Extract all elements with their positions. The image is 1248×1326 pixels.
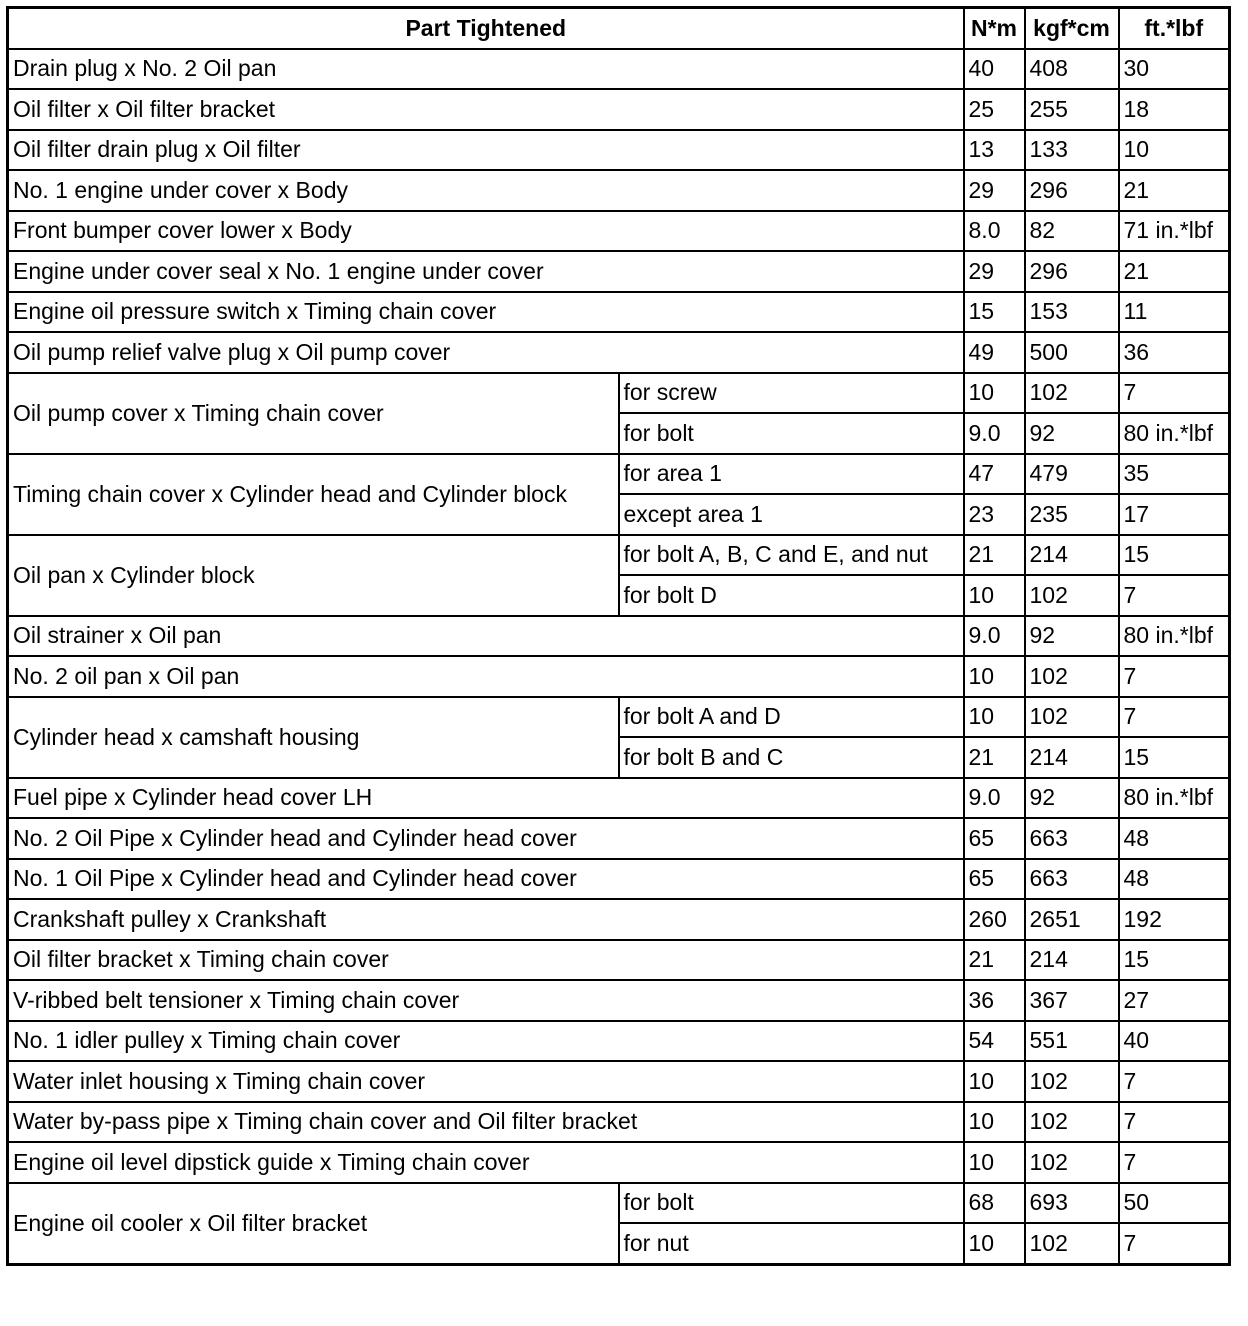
ft-lbf-cell: 7 bbox=[1119, 575, 1230, 616]
table-row bbox=[8, 818, 1230, 859]
ft-lbf-cell: 40 bbox=[1119, 1021, 1230, 1062]
ft-lbf-cell: 36 bbox=[1119, 332, 1230, 373]
part-cell: Engine oil cooler x Oil filter bracket bbox=[8, 1183, 619, 1265]
nm-cell: 23 bbox=[964, 494, 1025, 535]
table-row bbox=[8, 535, 1230, 576]
kgf-cm-cell: 663 bbox=[1025, 818, 1119, 859]
ft-lbf-cell: 192 bbox=[1119, 899, 1230, 940]
kgf-cm-cell: 693 bbox=[1025, 1183, 1119, 1224]
header-ft-lbf: ft.*lbf bbox=[1119, 8, 1230, 49]
table-row bbox=[8, 373, 1230, 414]
table-row bbox=[8, 251, 1230, 292]
detail-cell: for bolt bbox=[619, 413, 964, 454]
part-cell: No. 2 Oil Pipe x Cylinder head and Cylinder head cover bbox=[8, 818, 964, 859]
nm-cell: 54 bbox=[964, 1021, 1025, 1062]
ft-lbf-cell: 15 bbox=[1119, 535, 1230, 576]
nm-cell: 36 bbox=[964, 980, 1025, 1021]
nm-cell: 29 bbox=[964, 170, 1025, 211]
kgf-cm-cell: 296 bbox=[1025, 251, 1119, 292]
table-row bbox=[8, 899, 1230, 940]
part-cell: No. 1 Oil Pipe x Cylinder head and Cylinder head cover bbox=[8, 859, 964, 900]
nm-cell: 65 bbox=[964, 859, 1025, 900]
kgf-cm-cell: 153 bbox=[1025, 292, 1119, 333]
ft-lbf-cell: 50 bbox=[1119, 1183, 1230, 1224]
detail-cell: for screw bbox=[619, 373, 964, 414]
part-cell: No. 1 idler pulley x Timing chain cover bbox=[8, 1021, 964, 1062]
header-part-tightened: Part Tightened bbox=[8, 8, 964, 49]
detail-cell: for bolt A, B, C and E, and nut bbox=[619, 535, 964, 576]
detail-cell: for bolt D bbox=[619, 575, 964, 616]
part-cell: Water by-pass pipe x Timing chain cover and Oil filter bracket bbox=[8, 1102, 964, 1143]
table-row bbox=[8, 1183, 1230, 1224]
table-row bbox=[8, 859, 1230, 900]
header-row bbox=[8, 8, 1230, 49]
kgf-cm-cell: 214 bbox=[1025, 535, 1119, 576]
nm-cell: 13 bbox=[964, 130, 1025, 171]
table-row bbox=[8, 211, 1230, 252]
part-cell: Engine oil level dipstick guide x Timing chain cover bbox=[8, 1142, 964, 1183]
ft-lbf-cell: 7 bbox=[1119, 1223, 1230, 1264]
detail-cell: for bolt A and D bbox=[619, 697, 964, 738]
kgf-cm-cell: 2651 bbox=[1025, 899, 1119, 940]
kgf-cm-cell: 92 bbox=[1025, 616, 1119, 657]
ft-lbf-cell: 30 bbox=[1119, 49, 1230, 90]
table-row bbox=[8, 697, 1230, 738]
nm-cell: 10 bbox=[964, 697, 1025, 738]
nm-cell: 25 bbox=[964, 89, 1025, 130]
detail-cell: for nut bbox=[619, 1223, 964, 1264]
nm-cell: 68 bbox=[964, 1183, 1025, 1224]
part-cell: Engine under cover seal x No. 1 engine under cover bbox=[8, 251, 964, 292]
ft-lbf-cell: 18 bbox=[1119, 89, 1230, 130]
ft-lbf-cell: 71 in.*lbf bbox=[1119, 211, 1230, 252]
detail-cell: for bolt B and C bbox=[619, 737, 964, 778]
part-cell: Water inlet housing x Timing chain cover bbox=[8, 1061, 964, 1102]
table-row bbox=[8, 778, 1230, 819]
table-row bbox=[8, 1102, 1230, 1143]
nm-cell: 29 bbox=[964, 251, 1025, 292]
table-row bbox=[8, 616, 1230, 657]
nm-cell: 260 bbox=[964, 899, 1025, 940]
nm-cell: 49 bbox=[964, 332, 1025, 373]
ft-lbf-cell: 80 in.*lbf bbox=[1119, 616, 1230, 657]
kgf-cm-cell: 214 bbox=[1025, 940, 1119, 981]
part-cell: No. 1 engine under cover x Body bbox=[8, 170, 964, 211]
nm-cell: 21 bbox=[964, 535, 1025, 576]
kgf-cm-cell: 102 bbox=[1025, 1223, 1119, 1264]
kgf-cm-cell: 102 bbox=[1025, 373, 1119, 414]
ft-lbf-cell: 10 bbox=[1119, 130, 1230, 171]
ft-lbf-cell: 7 bbox=[1119, 1061, 1230, 1102]
kgf-cm-cell: 408 bbox=[1025, 49, 1119, 90]
part-cell: Crankshaft pulley x Crankshaft bbox=[8, 899, 964, 940]
nm-cell: 10 bbox=[964, 1061, 1025, 1102]
ft-lbf-cell: 7 bbox=[1119, 1102, 1230, 1143]
part-cell: Oil filter x Oil filter bracket bbox=[8, 89, 964, 130]
kgf-cm-cell: 296 bbox=[1025, 170, 1119, 211]
nm-cell: 21 bbox=[964, 940, 1025, 981]
table-row bbox=[8, 170, 1230, 211]
nm-cell: 10 bbox=[964, 575, 1025, 616]
kgf-cm-cell: 663 bbox=[1025, 859, 1119, 900]
part-cell: Timing chain cover x Cylinder head and Cylinder block bbox=[8, 454, 619, 535]
part-cell: Oil filter bracket x Timing chain cover bbox=[8, 940, 964, 981]
table-body bbox=[8, 49, 1230, 1265]
ft-lbf-cell: 7 bbox=[1119, 697, 1230, 738]
table-row bbox=[8, 940, 1230, 981]
nm-cell: 40 bbox=[964, 49, 1025, 90]
ft-lbf-cell: 15 bbox=[1119, 940, 1230, 981]
kgf-cm-cell: 255 bbox=[1025, 89, 1119, 130]
table-row bbox=[8, 130, 1230, 171]
kgf-cm-cell: 367 bbox=[1025, 980, 1119, 1021]
kgf-cm-cell: 102 bbox=[1025, 656, 1119, 697]
part-cell: Drain plug x No. 2 Oil pan bbox=[8, 49, 964, 90]
torque-spec-table-container bbox=[6, 6, 1228, 1266]
nm-cell: 9.0 bbox=[964, 413, 1025, 454]
ft-lbf-cell: 48 bbox=[1119, 818, 1230, 859]
ft-lbf-cell: 7 bbox=[1119, 656, 1230, 697]
kgf-cm-cell: 92 bbox=[1025, 778, 1119, 819]
part-cell: Front bumper cover lower x Body bbox=[8, 211, 964, 252]
ft-lbf-cell: 17 bbox=[1119, 494, 1230, 535]
nm-cell: 9.0 bbox=[964, 778, 1025, 819]
kgf-cm-cell: 102 bbox=[1025, 1061, 1119, 1102]
ft-lbf-cell: 35 bbox=[1119, 454, 1230, 495]
part-cell: Oil strainer x Oil pan bbox=[8, 616, 964, 657]
kgf-cm-cell: 102 bbox=[1025, 697, 1119, 738]
ft-lbf-cell: 27 bbox=[1119, 980, 1230, 1021]
nm-cell: 10 bbox=[964, 1142, 1025, 1183]
part-cell: Cylinder head x camshaft housing bbox=[8, 697, 619, 778]
ft-lbf-cell: 80 in.*lbf bbox=[1119, 778, 1230, 819]
header-kgf-cm: kgf*cm bbox=[1025, 8, 1119, 49]
nm-cell: 10 bbox=[964, 1102, 1025, 1143]
ft-lbf-cell: 15 bbox=[1119, 737, 1230, 778]
header-nm: N*m bbox=[964, 8, 1025, 49]
part-cell: Oil pump cover x Timing chain cover bbox=[8, 373, 619, 454]
kgf-cm-cell: 102 bbox=[1025, 1142, 1119, 1183]
table-row bbox=[8, 656, 1230, 697]
part-cell: No. 2 oil pan x Oil pan bbox=[8, 656, 964, 697]
torque-spec-table bbox=[6, 6, 1231, 1266]
kgf-cm-cell: 82 bbox=[1025, 211, 1119, 252]
nm-cell: 8.0 bbox=[964, 211, 1025, 252]
detail-cell: for bolt bbox=[619, 1183, 964, 1224]
part-cell: Engine oil pressure switch x Timing chain cover bbox=[8, 292, 964, 333]
nm-cell: 10 bbox=[964, 656, 1025, 697]
table-row bbox=[8, 89, 1230, 130]
kgf-cm-cell: 92 bbox=[1025, 413, 1119, 454]
nm-cell: 15 bbox=[964, 292, 1025, 333]
ft-lbf-cell: 80 in.*lbf bbox=[1119, 413, 1230, 454]
nm-cell: 47 bbox=[964, 454, 1025, 495]
nm-cell: 9.0 bbox=[964, 616, 1025, 657]
ft-lbf-cell: 21 bbox=[1119, 170, 1230, 211]
ft-lbf-cell: 7 bbox=[1119, 373, 1230, 414]
table-row bbox=[8, 980, 1230, 1021]
detail-cell: for area 1 bbox=[619, 454, 964, 495]
kgf-cm-cell: 214 bbox=[1025, 737, 1119, 778]
table-row bbox=[8, 1021, 1230, 1062]
part-cell: Oil pump relief valve plug x Oil pump cover bbox=[8, 332, 964, 373]
table-row bbox=[8, 292, 1230, 333]
nm-cell: 10 bbox=[964, 1223, 1025, 1264]
kgf-cm-cell: 235 bbox=[1025, 494, 1119, 535]
kgf-cm-cell: 133 bbox=[1025, 130, 1119, 171]
kgf-cm-cell: 500 bbox=[1025, 332, 1119, 373]
ft-lbf-cell: 48 bbox=[1119, 859, 1230, 900]
table-row bbox=[8, 332, 1230, 373]
kgf-cm-cell: 479 bbox=[1025, 454, 1119, 495]
part-cell: V-ribbed belt tensioner x Timing chain cover bbox=[8, 980, 964, 1021]
part-cell: Oil pan x Cylinder block bbox=[8, 535, 619, 616]
table-row bbox=[8, 49, 1230, 90]
kgf-cm-cell: 551 bbox=[1025, 1021, 1119, 1062]
kgf-cm-cell: 102 bbox=[1025, 575, 1119, 616]
table-row bbox=[8, 454, 1230, 495]
ft-lbf-cell: 11 bbox=[1119, 292, 1230, 333]
nm-cell: 10 bbox=[964, 373, 1025, 414]
part-cell: Fuel pipe x Cylinder head cover LH bbox=[8, 778, 964, 819]
nm-cell: 21 bbox=[964, 737, 1025, 778]
nm-cell: 65 bbox=[964, 818, 1025, 859]
detail-cell: except area 1 bbox=[619, 494, 964, 535]
kgf-cm-cell: 102 bbox=[1025, 1102, 1119, 1143]
table-row bbox=[8, 1142, 1230, 1183]
ft-lbf-cell: 7 bbox=[1119, 1142, 1230, 1183]
table-row bbox=[8, 1061, 1230, 1102]
part-cell: Oil filter drain plug x Oil filter bbox=[8, 130, 964, 171]
ft-lbf-cell: 21 bbox=[1119, 251, 1230, 292]
